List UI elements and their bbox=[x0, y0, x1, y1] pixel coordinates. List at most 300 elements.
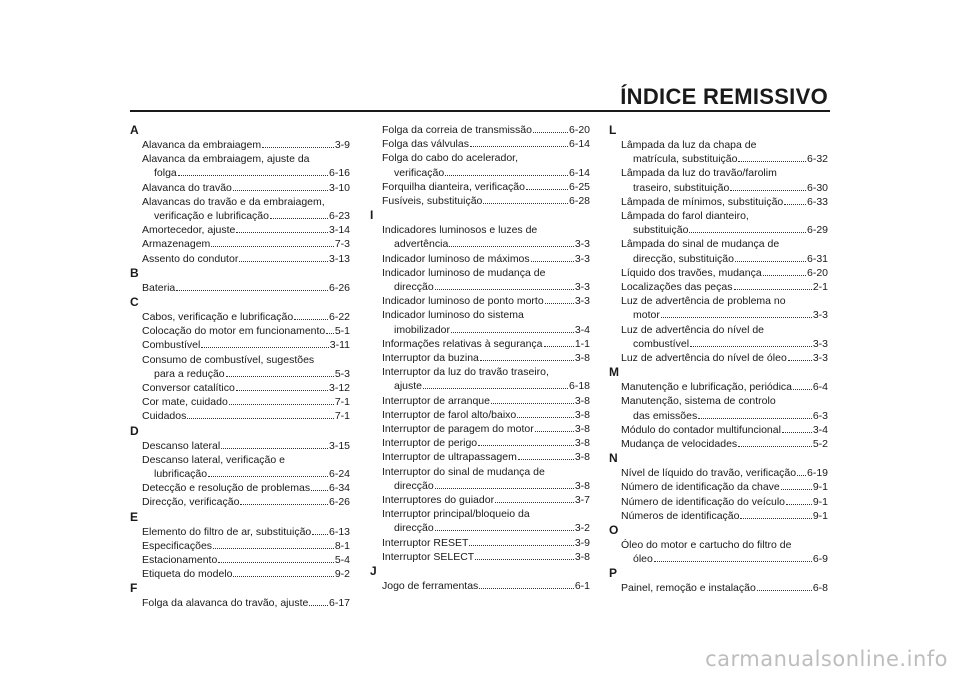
index-entry-text: substituição bbox=[633, 224, 689, 237]
index-entry bbox=[130, 481, 350, 495]
index-entry-text: ajuste bbox=[394, 380, 423, 393]
dot-leader bbox=[469, 545, 573, 546]
index-entry bbox=[370, 422, 590, 436]
index-entry-text: Líquido dos travões, mudança bbox=[621, 266, 762, 279]
index-entry-text: Números de identificação bbox=[621, 509, 740, 522]
index-entry-label: Óleo do motor e cartucho do filtro de bbox=[621, 539, 792, 552]
index-entry-text: Folga das válvulas bbox=[382, 138, 469, 151]
dot-leader bbox=[311, 490, 328, 491]
watermark: carmanualsonline.info bbox=[705, 647, 948, 671]
index-entry bbox=[370, 194, 590, 208]
page-number: 1-1 bbox=[574, 337, 590, 350]
dot-leader bbox=[757, 590, 812, 591]
index-entry-label: Interruptor do sinal de mudança de bbox=[382, 465, 545, 478]
index-entry-text: Alavanca da embraiagem bbox=[142, 139, 262, 151]
page-number: 5-2 bbox=[812, 438, 828, 451]
page-number: 9-1 bbox=[812, 495, 828, 508]
page-number: 5-1 bbox=[334, 325, 350, 338]
index-entry bbox=[130, 367, 350, 381]
dot-leader bbox=[211, 246, 334, 247]
dot-leader bbox=[435, 289, 574, 290]
dot-leader bbox=[533, 132, 568, 133]
index-letter: J bbox=[370, 564, 377, 579]
index-entry-text: Elemento do filtro de ar, substituição bbox=[142, 525, 312, 538]
index-entry-text: traseiro, substituição bbox=[633, 181, 730, 194]
page-number: 6-18 bbox=[568, 380, 590, 393]
dot-leader bbox=[479, 588, 574, 589]
index-entry-text: Combustível bbox=[142, 339, 201, 352]
index-entry-text: Indicador luminoso de máximos bbox=[382, 252, 530, 265]
page-number: 3-3 bbox=[812, 352, 828, 365]
index-entry-text: Detecção e resolução de problemas bbox=[142, 482, 311, 495]
dot-leader bbox=[738, 446, 812, 447]
index-letter: A bbox=[130, 123, 139, 137]
dot-leader bbox=[218, 562, 334, 563]
index-entry-text: Forquilha dianteira, verificação bbox=[382, 180, 525, 193]
dot-leader bbox=[475, 559, 574, 560]
index-entry-text: direcção, substituição bbox=[633, 252, 734, 265]
index-letter: C bbox=[130, 295, 139, 310]
index-entry-text: Número de identificação do veículo bbox=[621, 495, 786, 508]
dot-leader bbox=[491, 403, 574, 404]
dot-leader bbox=[326, 333, 334, 334]
title-rule bbox=[130, 110, 830, 112]
index-entry bbox=[370, 479, 590, 493]
index-entry-label: Lâmpada da luz da chapa de bbox=[621, 139, 757, 151]
index-entry bbox=[609, 509, 828, 523]
index-entry bbox=[609, 380, 828, 394]
page-number: 3-8 bbox=[574, 479, 590, 492]
page-number: 7-1 bbox=[334, 396, 350, 409]
page-number: 3-8 bbox=[574, 437, 590, 450]
index-entry bbox=[370, 550, 590, 564]
index-entry-label: Descanso lateral, verificação e bbox=[142, 453, 285, 466]
dot-leader bbox=[233, 190, 328, 191]
dot-leader bbox=[734, 289, 812, 290]
dot-leader bbox=[233, 576, 333, 577]
dot-leader bbox=[690, 346, 812, 347]
dot-leader bbox=[698, 418, 812, 419]
index-entry bbox=[370, 137, 590, 151]
dot-leader bbox=[470, 146, 568, 147]
index-entry-text: Interruptor de arranque bbox=[382, 394, 490, 407]
dot-leader bbox=[786, 504, 812, 505]
index-entry-text: Conversor catalítico bbox=[142, 382, 235, 395]
page-number: 3-3 bbox=[574, 238, 590, 251]
index-entry bbox=[130, 553, 350, 567]
index-entry bbox=[370, 180, 590, 194]
page-number: 6-17 bbox=[328, 597, 350, 610]
dot-leader bbox=[735, 261, 806, 262]
index-entry-text: direcção bbox=[394, 281, 434, 294]
index-entry-text: motor bbox=[633, 309, 660, 322]
dot-leader bbox=[236, 390, 328, 391]
dot-leader bbox=[531, 261, 574, 262]
index-entry bbox=[370, 351, 590, 365]
index-entry bbox=[130, 409, 350, 423]
index-entry bbox=[609, 552, 828, 566]
index-entry bbox=[370, 436, 590, 450]
index-entry bbox=[370, 521, 590, 535]
index-entry bbox=[609, 466, 828, 480]
index-entry-label: Luz de advertência de problema no bbox=[621, 295, 786, 308]
dot-leader bbox=[544, 346, 574, 347]
index-entry-text: Assento do condutor bbox=[142, 252, 239, 265]
index-entry bbox=[609, 152, 828, 166]
page-number: 6-29 bbox=[806, 224, 828, 237]
index-entry-label: Indicadores luminosos e luzes de bbox=[382, 224, 538, 237]
page-number: 5-4 bbox=[334, 554, 350, 567]
index-entry bbox=[370, 166, 590, 180]
dot-leader bbox=[270, 218, 328, 219]
index-entry bbox=[609, 581, 828, 595]
index-letter: B bbox=[130, 265, 139, 280]
index-entry-label: Alavancas do travão e da embraiagem, bbox=[142, 195, 325, 208]
index-entry bbox=[130, 596, 350, 610]
dot-leader bbox=[784, 204, 806, 205]
page-number: 9-1 bbox=[812, 509, 828, 522]
dot-leader bbox=[483, 203, 568, 204]
dot-leader bbox=[213, 548, 334, 549]
dot-leader bbox=[229, 404, 334, 405]
dot-leader bbox=[763, 275, 806, 276]
page-number: 3-8 bbox=[574, 550, 590, 563]
page-number: 7-3 bbox=[334, 238, 350, 251]
index-entry bbox=[130, 381, 350, 395]
index-entry bbox=[130, 223, 350, 237]
dot-leader bbox=[788, 360, 812, 361]
index-entry-text: Bateria bbox=[142, 281, 176, 294]
index-entry-text: para a redução bbox=[154, 367, 225, 380]
index-entry bbox=[609, 337, 828, 351]
page-number: 3-14 bbox=[328, 224, 350, 237]
page-number: 3-4 bbox=[574, 323, 590, 336]
index-entry bbox=[130, 181, 350, 195]
page-number: 6-28 bbox=[568, 195, 590, 208]
index-entry-label: Consumo de combustível, sugestões bbox=[142, 353, 315, 366]
dot-leader bbox=[480, 360, 574, 361]
index-entry bbox=[370, 493, 590, 507]
index-entry bbox=[370, 394, 590, 408]
index-entry-label: Alavanca da embraiagem, ajuste da bbox=[142, 153, 310, 166]
dot-leader bbox=[518, 459, 574, 460]
index-entry-text: Especificações bbox=[142, 539, 213, 552]
index-entry-text: Colocação do motor em funcionamento bbox=[142, 325, 326, 338]
index-entry-label: Lâmpada da luz do travão/farolim bbox=[621, 167, 777, 180]
dot-leader bbox=[495, 502, 574, 503]
dot-leader bbox=[239, 261, 328, 262]
index-entry bbox=[370, 252, 590, 266]
index-entry-text: Etiqueta do modelo bbox=[142, 568, 233, 581]
index-entry-label: Lâmpada do farol dianteiro, bbox=[621, 210, 749, 223]
index-entry-text: Cor mate, cuidado bbox=[142, 396, 228, 409]
page-number: 6-25 bbox=[568, 180, 590, 193]
index-column-1 bbox=[130, 123, 350, 611]
index-letter: F bbox=[130, 581, 138, 596]
index-entry-text: Cabos, verificação e lubrificação bbox=[142, 311, 294, 324]
index-entry-text: Estacionamento bbox=[142, 554, 218, 567]
index-entry bbox=[609, 223, 828, 237]
index-entry-text: Direcção, verificação bbox=[142, 496, 240, 509]
dot-leader bbox=[221, 448, 328, 449]
dot-leader bbox=[545, 303, 574, 304]
index-entry bbox=[609, 181, 828, 195]
index-entry-text: Cuidados bbox=[142, 410, 187, 423]
index-letter: E bbox=[130, 509, 139, 524]
page-number: 3-8 bbox=[574, 451, 590, 464]
index-entry-text: Mudança de velocidades bbox=[621, 438, 738, 451]
index-letter: M bbox=[609, 365, 619, 380]
index-entry bbox=[370, 450, 590, 464]
index-entry bbox=[130, 209, 350, 223]
dot-leader bbox=[423, 388, 568, 389]
index-entry bbox=[370, 337, 590, 351]
dot-leader bbox=[312, 534, 328, 535]
index-entry bbox=[370, 379, 590, 393]
index-entry bbox=[609, 437, 828, 451]
page-number: 3-7 bbox=[574, 494, 590, 507]
index-entry-text: Lâmpada de mínimos, substituição bbox=[621, 195, 784, 208]
page-number: 6-14 bbox=[568, 138, 590, 151]
index-entry bbox=[609, 495, 828, 509]
index-entry bbox=[130, 166, 350, 180]
page-number: 3-12 bbox=[328, 382, 350, 395]
page-number: 6-3 bbox=[812, 409, 828, 422]
index-entry bbox=[130, 138, 350, 152]
dot-leader bbox=[435, 530, 574, 531]
dot-leader bbox=[535, 431, 574, 432]
page-number: 3-13 bbox=[328, 252, 350, 265]
dot-leader bbox=[262, 147, 334, 148]
dot-leader bbox=[451, 332, 574, 333]
index-entry-label: Manutenção, sistema de controlo bbox=[621, 395, 776, 408]
index-entry-text: advertência bbox=[394, 238, 449, 251]
page-number: 3-8 bbox=[574, 423, 590, 436]
dot-leader bbox=[781, 489, 812, 490]
page-number: 7-1 bbox=[334, 410, 350, 423]
index-entry-text: óleo bbox=[633, 553, 653, 566]
index-entry-text: Interruptor de perigo bbox=[382, 437, 478, 450]
index-letter: N bbox=[609, 451, 618, 466]
page-number: 6-30 bbox=[806, 181, 828, 194]
dot-leader bbox=[517, 417, 574, 418]
index-entry bbox=[130, 310, 350, 324]
index-entry-text: Interruptor RESET bbox=[382, 536, 469, 549]
index-entry-text: Alavanca do travão bbox=[142, 181, 232, 194]
page-number: 3-3 bbox=[574, 281, 590, 294]
dot-leader bbox=[730, 190, 806, 191]
page-number: 3-3 bbox=[574, 295, 590, 308]
index-entry-label: Interruptor principal/bloqueio da bbox=[382, 508, 530, 521]
page-number: 6-1 bbox=[574, 580, 590, 593]
page-number: 3-9 bbox=[574, 536, 590, 549]
index-entry bbox=[370, 536, 590, 550]
page-number: 6-26 bbox=[328, 496, 350, 509]
page-number: 3-2 bbox=[574, 522, 590, 535]
index-entry-text: lubrificação bbox=[154, 468, 208, 481]
index-entry-text: Armazenagem bbox=[142, 238, 211, 251]
index-entry bbox=[370, 294, 590, 308]
page-number: 6-4 bbox=[812, 381, 828, 394]
dot-leader bbox=[797, 475, 806, 476]
index-entry-text: Fusíveis, substituição bbox=[382, 195, 483, 208]
index-entry-text: Folga da correia de transmissão bbox=[382, 124, 532, 136]
page-number: 6-33 bbox=[806, 195, 828, 208]
dot-leader bbox=[738, 161, 806, 162]
index-letter: L bbox=[609, 123, 617, 137]
page-number: 6-26 bbox=[328, 281, 350, 294]
index-entry-text: Informações relativas à segurança bbox=[382, 337, 543, 350]
page-number: 3-3 bbox=[812, 309, 828, 322]
page-number: 9-2 bbox=[334, 568, 350, 581]
index-entry-text: Manutenção e lubrificação, periódica bbox=[621, 381, 793, 394]
page-number: 6-14 bbox=[568, 166, 590, 179]
index-entry bbox=[130, 338, 350, 352]
dot-leader bbox=[178, 175, 328, 176]
index-letter: I bbox=[370, 208, 374, 223]
page-number: 9-1 bbox=[812, 481, 828, 494]
page-number: 6-24 bbox=[328, 468, 350, 481]
page-number: 6-9 bbox=[812, 553, 828, 566]
index-entry-text: Jogo de ferramentas bbox=[382, 580, 479, 593]
index-entry-text: Descanso lateral bbox=[142, 439, 221, 452]
index-entry bbox=[370, 323, 590, 337]
index-entry-text: Interruptor de paragem do motor bbox=[382, 423, 534, 436]
index-entry-label: Lâmpada do sinal de mudança de bbox=[621, 238, 780, 251]
index-entry-text: imobilizador bbox=[394, 323, 451, 336]
dot-leader bbox=[654, 561, 812, 562]
page-number: 6-22 bbox=[328, 311, 350, 324]
index-entry bbox=[130, 237, 350, 251]
index-entry bbox=[609, 195, 828, 209]
dot-leader bbox=[309, 605, 328, 606]
dot-leader bbox=[240, 504, 328, 505]
page-number: 3-8 bbox=[574, 394, 590, 407]
index-letter: O bbox=[609, 523, 619, 538]
index-entry-text: direcção bbox=[394, 479, 434, 492]
index-entry bbox=[370, 237, 590, 251]
index-entry bbox=[609, 308, 828, 322]
index-entry-label: Folga do cabo do acelerador, bbox=[382, 152, 519, 165]
index-entry-text: combustível bbox=[633, 337, 690, 350]
index-entry bbox=[130, 252, 350, 266]
page-number: 3-11 bbox=[329, 339, 350, 352]
index-entry-text: Número de identificação da chave bbox=[621, 481, 780, 494]
index-entry bbox=[609, 423, 828, 437]
page-number: 3-3 bbox=[574, 252, 590, 265]
page-number: 6-23 bbox=[328, 210, 350, 223]
index-entry bbox=[370, 280, 590, 294]
dot-leader bbox=[526, 189, 568, 190]
page-number: 6-8 bbox=[812, 582, 828, 595]
index-entry bbox=[130, 395, 350, 409]
index-entry-text: Painel, remoção e instalação bbox=[621, 582, 756, 595]
index-entry-text: Amortecedor, ajuste bbox=[142, 224, 236, 237]
dot-leader bbox=[226, 376, 334, 377]
index-entry bbox=[609, 351, 828, 365]
page-number: 3-8 bbox=[574, 352, 590, 365]
index-column-3 bbox=[609, 123, 828, 596]
page-number: 3-9 bbox=[334, 139, 350, 151]
dot-leader bbox=[201, 347, 328, 348]
index-entry bbox=[130, 439, 350, 453]
index-entry bbox=[609, 409, 828, 423]
index-entry-label: Indicador luminoso de mudança de bbox=[382, 266, 546, 279]
index-entry-text: Nível de líquido do travão, verificação bbox=[621, 467, 797, 480]
dot-leader bbox=[449, 246, 574, 247]
index-entry bbox=[370, 123, 590, 137]
index-entry-label: Luz de advertência do nível de bbox=[621, 323, 765, 336]
index-entry-text: das emissões bbox=[633, 409, 698, 422]
page-number: 3-15 bbox=[328, 439, 350, 452]
index-entry-text: matrícula, substituição bbox=[633, 153, 738, 166]
index-letter: P bbox=[609, 566, 618, 581]
dot-leader bbox=[782, 432, 812, 433]
index-column-2 bbox=[370, 123, 590, 593]
index-entry-text: Localizações das peças bbox=[621, 281, 733, 294]
index-entry-text: verificação e lubrificação bbox=[154, 210, 269, 223]
dot-leader bbox=[294, 319, 328, 320]
dot-leader bbox=[478, 445, 574, 446]
index-entry bbox=[130, 324, 350, 338]
dot-leader bbox=[740, 518, 811, 519]
page-number: 5-3 bbox=[334, 367, 350, 380]
page-number: 3-4 bbox=[812, 423, 828, 436]
index-entry-text: Folga da alavanca do travão, ajuste bbox=[142, 597, 309, 610]
dot-leader bbox=[661, 317, 812, 318]
index-entry bbox=[130, 539, 350, 553]
index-entry bbox=[609, 266, 828, 280]
index-entry-text: Indicador luminoso de ponto morto bbox=[382, 295, 544, 308]
page-number: 6-31 bbox=[806, 252, 828, 265]
index-entry bbox=[130, 567, 350, 581]
index-entry bbox=[130, 525, 350, 539]
index-entry bbox=[609, 480, 828, 494]
dot-leader bbox=[435, 488, 574, 489]
index-entry bbox=[130, 281, 350, 295]
page-number: 6-19 bbox=[806, 467, 828, 480]
page-title: ÍNDICE REMISSIVO bbox=[620, 84, 828, 109]
index-entry-text: Interruptor da buzina bbox=[382, 352, 479, 365]
dot-leader bbox=[176, 290, 328, 291]
index-entry-text: Interruptores do guiador bbox=[382, 494, 495, 507]
dot-leader bbox=[187, 418, 333, 419]
index-entry-text: Módulo do contador multifuncional bbox=[621, 423, 781, 436]
dot-leader bbox=[793, 389, 812, 390]
page-number: 6-20 bbox=[568, 124, 590, 136]
dot-leader bbox=[445, 175, 568, 176]
page-number: 3-3 bbox=[812, 337, 828, 350]
index-entry bbox=[370, 579, 590, 593]
page-number: 6-16 bbox=[328, 167, 350, 180]
index-entry bbox=[130, 495, 350, 509]
index-entry-text: direcção bbox=[394, 522, 434, 535]
dot-leader bbox=[236, 232, 328, 233]
page-number: 3-10 bbox=[328, 181, 350, 194]
page-number: 3-8 bbox=[574, 408, 590, 421]
index-entry bbox=[130, 467, 350, 481]
index-entry-label: Interruptor da luz do travão traseiro, bbox=[382, 366, 549, 379]
index-entry bbox=[609, 252, 828, 266]
index-entry-text: Luz de advertência do nível de óleo bbox=[621, 352, 787, 365]
index-entry-label: Indicador luminoso do sistema bbox=[382, 309, 524, 322]
page-number: 6-34 bbox=[328, 482, 350, 495]
index-letter: D bbox=[130, 423, 139, 438]
dot-leader bbox=[689, 232, 806, 233]
index-entry-text: Interruptor de farol alto/baixo bbox=[382, 408, 517, 421]
page-number: 2-1 bbox=[812, 281, 828, 294]
index-entry-text: Interruptor SELECT bbox=[382, 550, 475, 563]
